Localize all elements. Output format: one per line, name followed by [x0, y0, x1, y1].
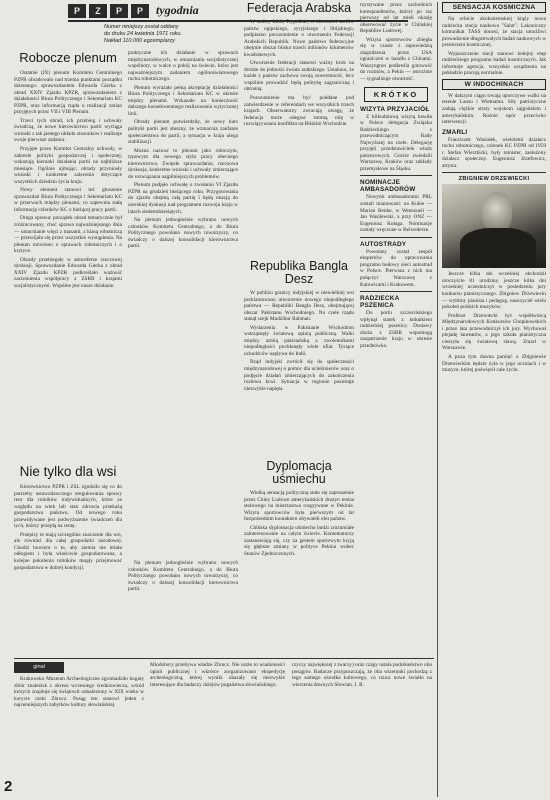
paragraph: Wypuszczenie stacji stanowi kolejny etap radzieckiego programu badań kosmicznych. Jak informuje agencja, wszystkie urządzenia na pokładzie pracują normalnie.	[442, 50, 546, 77]
divider	[360, 237, 432, 238]
paragraph: Wydarzenia w Pakistanie Wschodnim wstrząsnęły światową opinią publiczną. Walki między armią pakistańską a zwolennikami niepodległości pochłonęły wiele ofiar. Tysiące uchodźców napływa do Indii.	[244, 324, 354, 357]
divider	[442, 172, 546, 173]
brief-text: Nowymi ambasadorami PRL zostali mianowani: na Kubie — Marian Renke, w Wenezueli — Jan Wasilewski, a przy ONZ — Eugeniusz Kułaga. Nominacje zostały wręczone w Belwederze.	[360, 194, 432, 234]
paragraph: Jeszcze kilka dni wcześniej obchodził uroczyście 81 urodziny, jeszcze kilka dni wcześniej uczestniczył w posiedzeniu jury konkursu pianistycznego. Zbigniew Drzewiecki — wybitny pianista i pedagog, nauczyciel wielu pokoleń polskich muzyków.	[442, 271, 546, 311]
article-dyplomacja-usmiechu	[244, 460, 354, 660]
paragraph: Druga sprawa: porządek obrad tematycznie był zróżnicowany, choć sprawa najważniejszego dnia — umacnianie więzi z masami, z klasą robotniczą — przewijała się przez wszystkie wystąpienia. Na plenum mówiono o sprawach robotniczych i o krytyce.	[14, 215, 122, 255]
divider	[360, 175, 432, 176]
paragraph: Krakowsko Muzeum Archeologiczne zgromadziło bogaty zbiór znalezisk z okresu wczesnego średniowiecza, wśród których znajduje się świątowit odnaleziony w XIX wieku w korycie rzeki Zbrucz. Posąg ten stanowi jeden z najcenniejszych zabytków kultury słowiańskiej.	[14, 676, 144, 709]
brief-title: NOMINACJE AMBASADORÓW	[360, 179, 416, 194]
portrait-shoulders	[460, 228, 536, 268]
headline: Federacja Arabska	[246, 2, 352, 15]
brief-text: Powołany został zespół ekspertów do opracowania programu budowy sieci autostrad w Polsce. Pierwsza z nich ma połączyć Warszawę z Katowicami i Krakowem.	[360, 248, 432, 288]
article-swiatowit	[14, 676, 144, 791]
paragraph: Wizyta sportowców zbiegła się w czasie z zapowiedzią złagodzenia przez USA ograniczeń w handlu z Chinami. Waszyngton podkreśla gotowość do rozmów, a Pekin — ostrożnie — sygnalizuje otwartość.	[360, 36, 432, 83]
article-robocze-plenum-cont	[128, 50, 238, 555]
article-bangla-desz	[244, 260, 354, 455]
band-rule	[14, 658, 434, 659]
paragraph: Ostatnie (IX) plenum Komitetu Centralnego PZPR obradowało nad trzema punktami porządku dziennego: sprawozdaniem Edwarda Gierka z obrad XXIV Zjazdu KPZR, sprawozdaniem z działalności Biura Politycznego i Sekretariatu KC PZPR, oraz informacją rządu o realizacji zmian przyjętych przez VII i VIII Plenum.	[14, 70, 122, 116]
article-continued	[128, 560, 238, 660]
paragraph: Franciszek Wasiołek, wieloletni działacz ruchu robotniczego, członek KC PZPR od 1959 r. Stefan Wierzbicki, były minister, zasłużony działacz społeczny. Eugeniusz Józefowicz, artysta.	[442, 136, 546, 169]
page-number: 2	[4, 778, 13, 795]
paragraph: W dalszym ciągu trwają uporczywe walki na terenie Laosu i Wietnamu. Siły patriotyczne zadają ciężkie straty wojskom sajgońskim i amerykańskim. Rośnie opór przeciwko interwencji.	[442, 92, 546, 126]
headline: Republika Bangla Desz	[250, 260, 348, 286]
headline: Robocze plenum	[19, 50, 117, 65]
issue-note	[104, 24, 214, 45]
masthead-box: P	[110, 4, 128, 18]
brief-text: Z kilkudniową wizytą bawiła w Polsce delegacja Związku Radzieckiego z przewodniczącym Rady Najwyższej na czele. Delegację przyjęli przedstawiciele władz państwowych. Goście zwiedzili Warszawę, Kraków oraz zakłady przemysłowe na Śląsku.	[360, 113, 432, 172]
paragraph: Obrady plenum potwierdziły, że nowy kurs polityki partii jest słuszny, że wzmacnia zaufanie społeczeństwa do partii, a sytuacja w kraju ulega stabilizacji.	[128, 119, 238, 146]
paragraph: W pobliżu granicy indyjskiej w niewielkiej wsi proklamowano utworzenie nowego niepodległego państwa — Republiki Bangla Desz, obejmującej obszar Pakistanu Wschodniego. Na czele rządu stanął szejk Mudżibur Rahman.	[244, 290, 354, 323]
paragraph: Miodobory przebywa władze Zbrucz. Nie uszło to wiadomości opinii publicznej i wkrótce zorganizowano ekspedycję archeologiczną, której wyniki okazały się niezwykle interesujące dla badaczy dziejów pogaństwa słowiańskiego.	[150, 662, 285, 688]
paragraph: Rząd indyjski zwrócił się do społeczności międzynarodowej o pomoc dla uciekinierów oraz o podjęcie działań zmierzających do zakończenia rozlewu krwi. Sytuacja w regionie pozostaje niezwykle napięta.	[244, 359, 354, 392]
section-header: W INDOCHINACH	[442, 79, 546, 90]
masthead-box: P	[131, 4, 149, 18]
paragraph: Chińska dyplomacja uśmiechu budzi zrozumiałe zainteresowanie na całym świecie. Komentatorzy zastanawiają się, czy za gestem sportowym kryją się głębsze zmiany w polityce Pekinu wobec Stanów Zjednoczonych.	[244, 524, 354, 557]
column-rule	[437, 2, 438, 797]
issue-line: Numer niniejszy został oddany	[104, 24, 179, 30]
paragraph: praktyczne ich działanie w sprawach międzynarodowych, w umacnianiu socjalistycznej wspólnoty, w walce o pokój na świecie, która jest najważniejszym zadaniem ogólnoświatowego ruchu robotniczego.	[128, 50, 238, 83]
article-swiatowit-cont	[150, 662, 285, 792]
masthead-title: tygodnia	[156, 3, 199, 17]
paragraph: Na plenum jednogłośnie wybrano nowych członków Komitetu Centralnego, a do Biura Politycznego powołano nowych towarzyszy, co świadczy o dalszej konsolidacji kierownictwa partii.	[128, 560, 238, 593]
article-swiatowit-end	[292, 662, 432, 792]
headline: Nie tylko dla wsi	[19, 464, 117, 479]
masthead	[68, 3, 199, 18]
paragraph: Plenum podjęło uchwałę o zwołaniu VI Zjazdu PZPR na grudzień bieżącego roku. Przygotowania do zjazdu obejmą całą partię i będą okazją do szerokiej dyskusji nad programem rozwoju kraju w latach siedemdziesiątych.	[128, 182, 238, 215]
paragraph: rzyczy największej z twarzy) oraz czapy ustala podobieństwo obu posągów. Badacze przypuszczają, że oba wizerunki pochodzą z tego samego ośrodka kultowego, co rzuca nowe światło na wierzenia dawnych Słowian. J. R.	[292, 662, 432, 688]
column-right	[442, 2, 546, 797]
column-news-briefs	[360, 2, 432, 660]
brief-title: AUTOSTRADY	[360, 240, 407, 248]
masthead-box: Z	[89, 4, 107, 18]
brief-title: ZMARLI	[442, 128, 468, 136]
paragraph: Można nazwać to plenum jako roboczym, typowym dla nowego stylu pracy obecnego kierownictwa. Zwięzłe sprawozdania, rzeczowa dyskusja, konkretne wnioski i uchwały zmierzające do rozwiązania najpilniejszych problemów.	[128, 147, 238, 180]
krotko-header: KRÓTKO	[364, 87, 428, 102]
portrait-photo	[442, 184, 546, 268]
paragraph: A poza tym dawna pamięć o Zbigniewie Drzewieckim będzie żyła w jego uczniach i w muzyce, której poświęcił całe życie.	[442, 353, 546, 374]
paragraph: Na orbicie okołoziemskiej krąży nowa radziecka stacja naukowa "Salut". Lakoniczny komunikat TASS donosi, że stacja umożliwi prowadzenie długotrwałych badań naukowych w przestrzeni kosmicznej.	[442, 16, 546, 49]
section-header: SENSACJA KOSMICZNA	[442, 2, 546, 13]
paragraph: Przepisy te mają szczególne znaczenie dla wsi, ale również dla całej gospodarki narodowej. Chodzi bowiem o to, aby ziemia nie leżała odłogiem i była właściwie gospodarowana, a kolejne pokolenia rolników mogły przejmować gospodarstwa w dobrej kondycji.	[14, 531, 122, 571]
paragraph: Przyjęte przez Komitet Centralny uchwały, w zakresie polityki gospodarczej i społecznej, wskazują kierunki działania partii na najbliższe miesiące. Ogólnie ujmując, obrady przyniosły wnioski i konkretne zalecenia dotyczące wszystkich dziedzin życia kraju.	[14, 146, 122, 185]
headline: Dyplomacja uśmiechu	[266, 460, 332, 486]
masthead-rule	[68, 20, 408, 22]
portrait-face	[482, 192, 512, 232]
masthead-box: P	[68, 4, 86, 18]
brief-text: Do portu szczecińskiego wpłynął statek z ładunkiem radzieckiej pszenicy. Dostawy zboża z ZSRR wspomogą zaopatrzenie kraju w okresie przednówka.	[360, 310, 432, 349]
label-box: ginał	[14, 662, 64, 673]
paragraph: Profesor Drzewiecki był współtwórcą Międzynarodowych Konkursów Chopinowskich i przez lata przewodniczył ich jury. Wychował plejadę laureatów, a jego szkoła pianistyczna cieszyła się światową sławą. Zmarł w Warszawie.	[442, 312, 546, 352]
photo-caption: ZBIGNIEW DRZEWIECKI	[458, 176, 530, 183]
issue-line: Nakład 110.000 egzemplarzy	[104, 38, 175, 44]
issue-line: do druku 24 kwietnia 1971 roku.	[104, 31, 182, 37]
paragraph: Trzeci tych obrad, ich przebieg i uchwały świadczą, że nowe kierownictwo partii wyciąga wnioski z tak jasnego układu stosunków i realizuje swoje pierwsze zadania.	[14, 117, 122, 144]
paragraph: Kierownictwo PZPR i ZSL zgodziło się co do potrzeby ustawodawczego uregulowania sprawy rent dla rolników indywidualnych, które ze względu na wiek lub stan zdrowia przekażą gospodarstwa państwu. Od nowego roku przewidywane jest podwyższenie świadczeń dla tych, którzy przejdą na rentę.	[14, 484, 122, 530]
paragraph: Porozumienie ma być poddane pod zatwierdzenie w referendach we wszystkich trzech krajach. Obserwatorzy zwracają uwagę, że federacja może odegrać istotną rolę w rozwiązywaniu konfliktu na Bliskim Wschodzie.	[244, 95, 354, 128]
article-robocze-plenum	[14, 50, 122, 455]
paragraph: Plenum wyrażało pełną akceptację działalności Biura Politycznego i Sekretariatu KC w okresie między plenami. Wskazało na konieczność dalszego konsekwentnego realizowania wytyczonej linii.	[128, 84, 238, 117]
article-nie-tylko-dla-wsi	[14, 462, 122, 657]
paragraph: Utworzenie federacji stanowi ważny krok na drodze do jedności świata arabskiego. Ustalono, że każde z państw zachowa swoją suwerenność, lecz wspólnie prowadzić będą politykę zagraniczną i obronną.	[244, 60, 354, 93]
article-federacja-arabska	[244, 2, 354, 257]
paragraph: Na plenum jednogłośnie wybrano nowych członków Komitetu Centralnego, a do Biura Politycznego powołano nowych towarzyszy, co świadczy o dalszej konsolidacji kierownictwa partii.	[128, 217, 238, 250]
paragraph: Wielką sensacją polityczną stało się zaproszenie przez Chiny Ludowe amerykańskich drużyn tenisa stołowego na mistrzostwa rozgrywane w Pekinie. Wizyta sportowców była pierwszym od lat bezpośrednim kontaktem obywateli obu państw.	[244, 490, 354, 523]
brief-title: RADZIECKA PSZENICA	[360, 295, 400, 310]
paragraph: rzystywane przez zachodnich korespondentów, którzy po raz pierwszy od lat mieli okazję obserwować życie w Chińskiej Republice Ludowej.	[360, 2, 432, 35]
paragraph: W stolicy Libii, Trypolisie, w obecności szefów państw egipskiego, syryjskiego i libijskiego, podpisano porozumienie o utworzeniu Federacji Arabskich Republik. Nowe państwo federacyjne obejmie obszar blisko trzech milionów kilometrów kwadratowych.	[244, 19, 354, 58]
paragraph: Obrady przebiegały w atmosferze rzeczowej dyskusji. Sprawozdanie Edwarda Gierka z obrad XXIV Zjazdu KPZR podkreślało ważność zacieśnienia współpracy z ZSRR i krajami socjalistycznymi. Wspólne jest nasze działanie.	[14, 256, 122, 289]
divider	[360, 291, 432, 292]
brief-title: WIZYTA PRZYJACIÓŁ	[360, 105, 430, 113]
paragraph: Nowy element stanowi też głoszenie sprawozdań Biura Politycznego i Sekretariatu KC w przerwach między plenami, co zapewnia stałą informację członków KC o bieżącej pracy partii.	[14, 187, 122, 213]
